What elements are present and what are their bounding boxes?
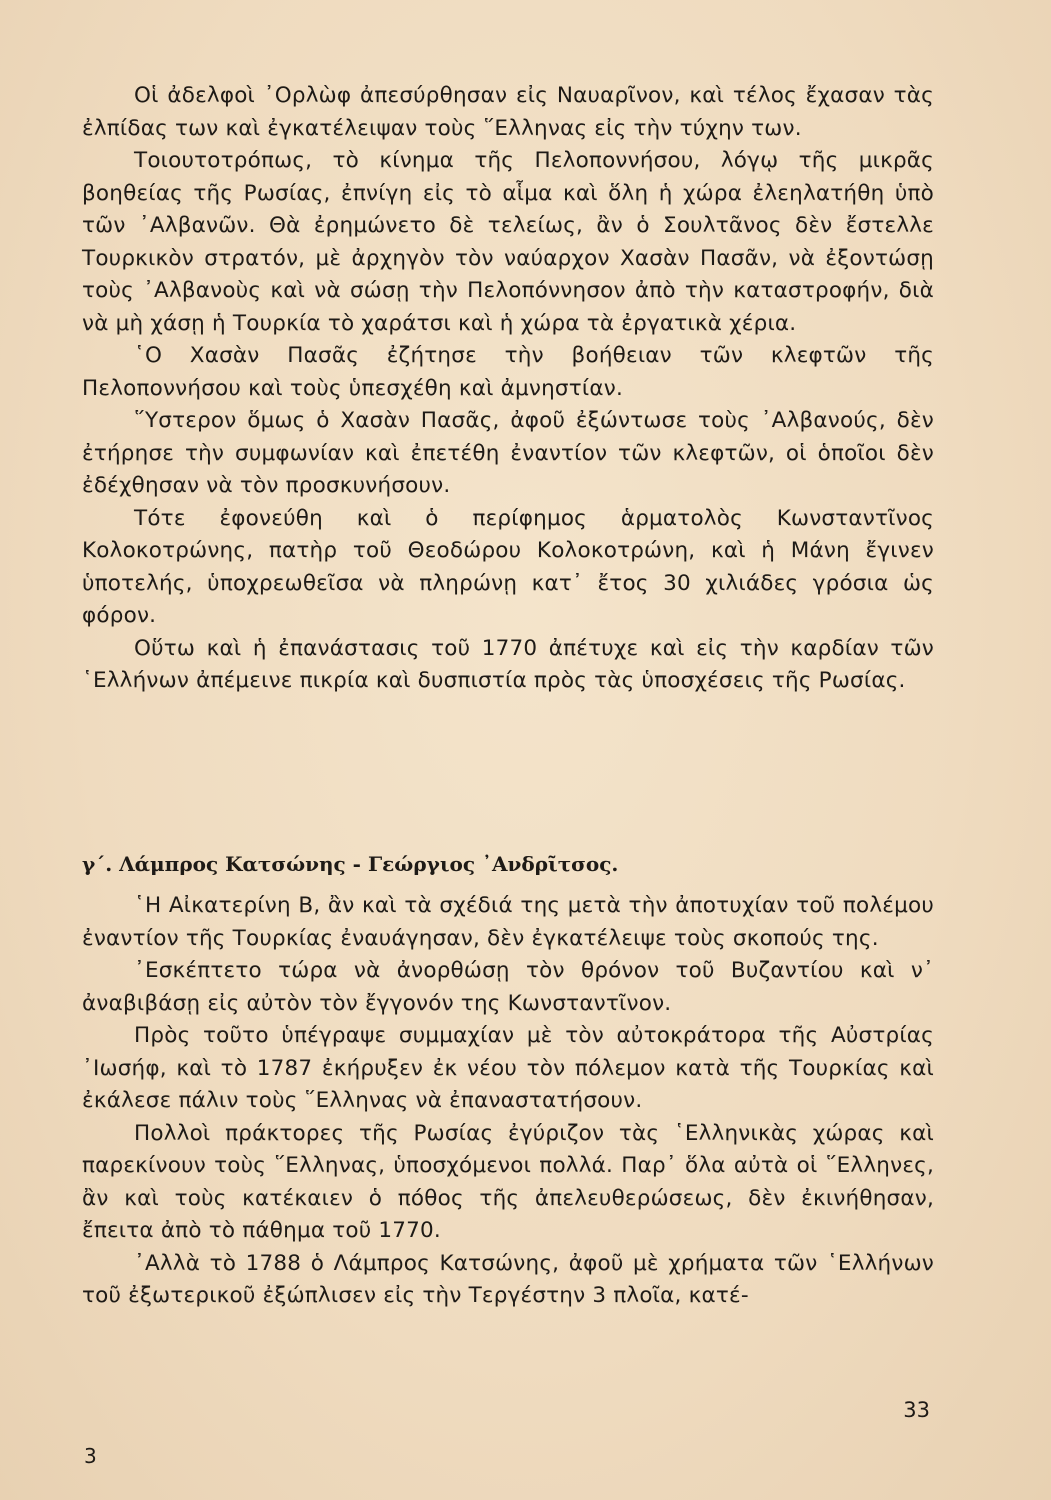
section-heading: γ΄. Λάμπρος Κατσώνης - Γεώργιος ᾿Ανδρῖτσος. xyxy=(82,852,619,876)
paragraph: ᾿Εσκέπτετο τώρα νὰ ἀνορθώσῃ τὸν θρόνον τοῦ Βυζαντίου καὶ ν᾿ ἀναβιβάσῃ εἰς αὐτὸν τὸν ἔγγονόν της Κωνσταντῖνον. xyxy=(82,958,934,1016)
paragraph: Οὕτω καὶ ἡ ἐπανάστασις τοῦ 1770 ἀπέτυχε καὶ εἰς τὴν καρδίαν τῶν ῾Ελλήνων ἀπέμεινε πικρία καὶ δυσπιστία πρὸς τὰς ὑποσχέσεις τῆς Ρωσίας. xyxy=(82,635,934,693)
paragraph: Πολλοὶ πράκτορες τῆς Ρωσίας ἐγύριζον τὰς ῾Ελληνικὰς χώρας καὶ παρεκίνουν τοὺς ῞Ελληνας, ὑποσχόμενοι πολλά. Παρ᾿ ὅλα αὐτὰ οἱ ῞Ελληνες, ἂν καὶ τοὺς κατέκαιεν ὁ πόθος τῆς ἀπελευθερώσεως, δὲν ἐκινήθησαν, ἔπειτα ἀπὸ τὸ πάθημα τοῦ 1770. xyxy=(82,1120,934,1243)
paragraph: Πρὸς τοῦτο ὑπέγραψε συμμαχίαν μὲ τὸν αὐτοκράτορα τῆς Αὐστρίας ᾿Ιωσήφ, καὶ τὸ 1787 ἐκήρυξεν ἐκ νέου τὸν πόλεμον κατὰ τῆς Τουρκίας καὶ ἐκάλεσε πάλιν τοὺς ῞Ελληνας νὰ ἐπαναστατήσουν. xyxy=(82,1023,934,1113)
paragraph: ῾Ο Χασὰν Πασᾶς ἐζήτησε τὴν βοήθειαν τῶν κλεφτῶν τῆς Πελοποννήσου καὶ τοὺς ὑπεσχέθη καὶ ἀμνηστίαν. xyxy=(82,343,934,401)
text-block-top xyxy=(82,80,934,698)
text-block-bottom xyxy=(82,890,934,1313)
paragraph: ῾Η Αἰκατερίνη Β, ἂν καὶ τὰ σχέδιά της μετὰ τὴν ἀποτυχίαν τοῦ πολέμου ἐναντίον τῆς Τουρκίας ἐναυάγησαν, δὲν ἐγκατέλειψε τοὺς σκοπούς της. xyxy=(82,893,934,951)
paragraph: ᾿Αλλὰ τὸ 1788 ὁ Λάμπρος Κατσώνης, ἀφοῦ μὲ χρήματα τῶν ῾Ελλήνων τοῦ ἐξωτερικοῦ ἐξώπλισεν εἰς τὴν Τεργέστην 3 πλοῖα, κατέ- xyxy=(82,1250,934,1308)
paragraph: Τοιουτοτρόπως, τὸ κίνημα τῆς Πελοποννήσου, λόγῳ τῆς μικρᾶς βοηθείας τῆς Ρωσίας, ἐπνίγη εἰς τὸ αἷμα καὶ ὅλη ἡ χώρα ἐλεηλατήθη ὑπὸ τῶν ᾿Αλβανῶν. Θὰ ἐρημώνετο δὲ τελείως, ἂν ὁ Σουλτᾶνος δὲν ἔστελλε Τουρκικὸν στρατόν, μὲ ἀρχηγὸν τὸν ναύαρχον Χασὰν Πασᾶν, νὰ ἐξοντώσῃ τοὺς ᾿Αλβανοὺς καὶ νὰ σώσῃ τὴν Πελοπόννησον ἀπὸ τὴν καταστροφήν, διὰ νὰ μὴ χάσῃ ἡ Τουρκία τὸ χαράτσι καὶ ἡ χώρα τὰ ἐργατικὰ χέρια. xyxy=(82,148,934,336)
paragraph: Τότε ἐφονεύθη καὶ ὁ περίφημος ἁρματολὸς Κωνσταντῖνος Κολοκοτρώνης, πατὴρ τοῦ Θεοδώρου Κολοκοτρώνη, καὶ ἡ Μάνη ἔγινεν ὑποτελής, ὑποχρεωθεῖσα νὰ πληρώνῃ κατ᾿ ἔτος 30 χιλιάδες γρόσια ὡς φόρον. xyxy=(82,505,934,628)
paragraph: ῞Υστερον ὅμως ὁ Χασὰν Πασᾶς, ἀφοῦ ἐξώντωσε τοὺς ᾿Αλβανούς, δὲν ἐτήρησε τὴν συμφωνίαν καὶ ἐπετέθη ἐναντίον τῶν κλεφτῶν, οἱ ὁποῖοι δὲν ἐδέχθησαν νὰ τὸν προσκυνήσουν. xyxy=(82,408,934,498)
paragraph: Οἱ ἀδελφοὶ ᾿Ορλὼφ ἀπεσύρθησαν εἰς Ναυαρῖνον, καὶ τέλος ἔχασαν τὰς ἐλπίδας των καὶ ἐγκατέλειψαν τοὺς ῞Ελληνας εἰς τὴν τύχην των. xyxy=(82,83,934,141)
page-number: 33 xyxy=(903,1398,930,1422)
signature-mark: 3 xyxy=(84,1444,97,1468)
